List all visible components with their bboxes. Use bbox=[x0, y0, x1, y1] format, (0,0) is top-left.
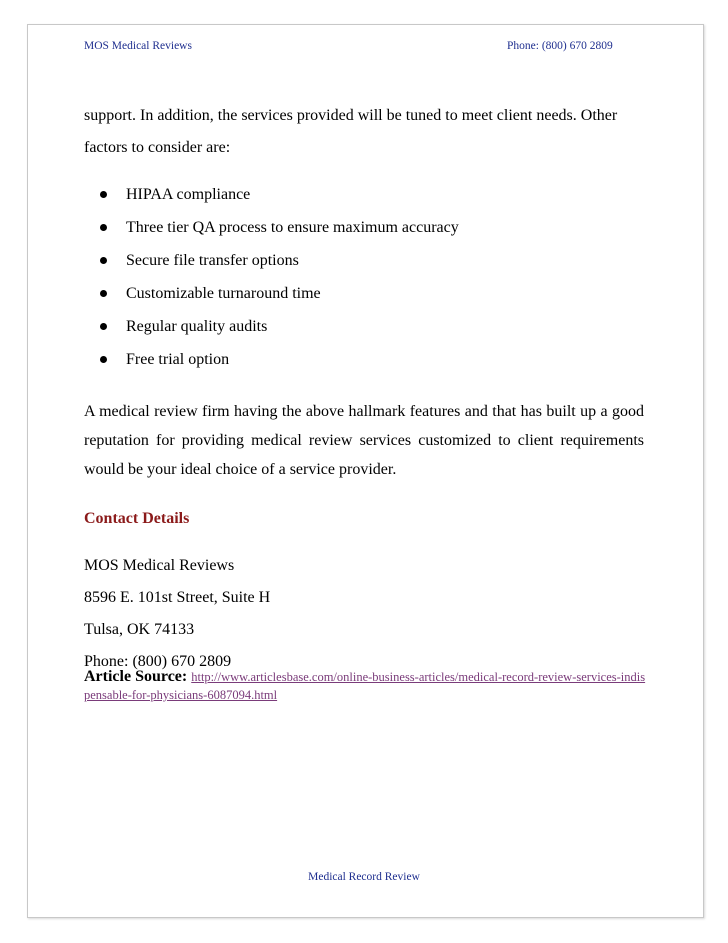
list-item bbox=[84, 178, 644, 211]
list-item bbox=[84, 310, 644, 343]
bullet-icon bbox=[100, 323, 107, 330]
intro-paragraph: support. In addition, the services provided will be tuned to meet client needs. Other factors to consider are: bbox=[84, 107, 618, 156]
list-item-text: Free trial option bbox=[126, 351, 230, 368]
list-item-text: Three tier QA process to ensure maximum accuracy bbox=[126, 219, 459, 236]
bullet-icon bbox=[100, 290, 107, 297]
factors-list bbox=[84, 178, 644, 376]
bullet-icon bbox=[100, 257, 107, 264]
contact-company: MOS Medical Reviews bbox=[84, 557, 235, 574]
list-item bbox=[84, 343, 644, 376]
list-item bbox=[84, 211, 644, 244]
list-item bbox=[84, 277, 644, 310]
article-source-label: Article Source: bbox=[84, 668, 188, 685]
conclusion-paragraph: A medical review firm having the above hallmark features and that has built up a good reputation for providing medical review services customized to client requirements would be your ideal choice of a service provider. bbox=[84, 403, 644, 478]
page-footer: Medical Record Review bbox=[308, 871, 420, 883]
contact-phone: Phone: (800) 670 2809 bbox=[84, 653, 232, 670]
bullet-icon bbox=[100, 356, 107, 363]
list-item bbox=[84, 244, 644, 277]
list-item-text: HIPAA compliance bbox=[126, 186, 251, 203]
list-item-text: Regular quality audits bbox=[126, 318, 268, 335]
list-item-text: Customizable turnaround time bbox=[126, 285, 321, 302]
header-company: MOS Medical Reviews bbox=[84, 40, 192, 52]
article-source-link[interactable]: http://www.articlesbase.com/online-business-articles/medical-record-review-services-indispensable-for-physicians-6087094.html bbox=[84, 670, 646, 702]
header-phone: Phone: (800) 670 2809 bbox=[507, 40, 613, 52]
page-header bbox=[84, 40, 644, 60]
bullet-icon bbox=[100, 191, 107, 198]
contact-city: Tulsa, OK 74133 bbox=[84, 621, 195, 638]
bullet-icon bbox=[100, 224, 107, 231]
contact-street: 8596 E. 101st Street, Suite H bbox=[84, 589, 271, 606]
list-item-text: Secure file transfer options bbox=[126, 252, 299, 269]
article-source bbox=[84, 668, 649, 704]
contact-block bbox=[84, 550, 644, 678]
contact-heading: Contact Details bbox=[84, 510, 190, 527]
